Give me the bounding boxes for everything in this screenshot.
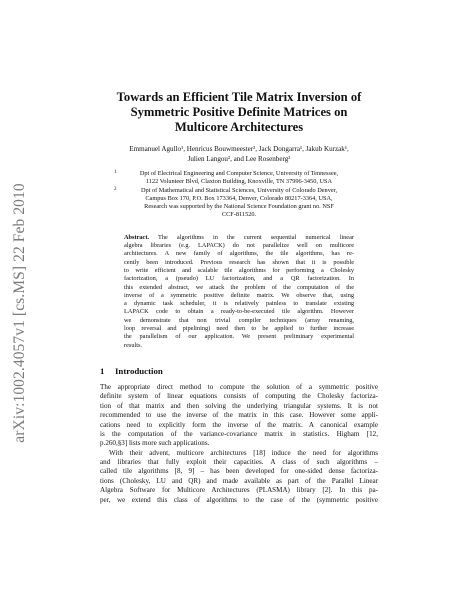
affiliation-mark: 2 (114, 186, 117, 192)
body-line: and libraries that fully exploit their capacities. A class of such algorithms – (100, 458, 378, 467)
title-line: Multicore Architectures (174, 120, 304, 134)
title-line: Towards an Efficient Tile Matrix Inversion of (116, 90, 362, 104)
author-line: Julien Langou², and Lee Rosenberg² (187, 155, 291, 163)
funding-line: Research was supported by the National Science Foundation grant no. NSF (144, 203, 334, 211)
abstract-line: inverse of a symmetric positive definite matrix. We observe that, using (124, 291, 354, 299)
affiliation-mark: 1 (114, 170, 117, 175)
funding-line: CCF-811520. (221, 211, 257, 219)
body-line: tion of that matrix and then solving the underlying triangular systems. It is not (100, 401, 378, 410)
introduction-body (100, 383, 378, 505)
affiliation-line: Dpt of Electrical Engineering and Computer Science, University of Tennessee, (139, 170, 339, 177)
paper-title (100, 90, 378, 135)
body-line: recommended to use the inverse of the matrix in this case. However some appli- (100, 411, 378, 420)
abstract-line: cently been introduced. Previous research has shown that it is possible (124, 258, 354, 266)
abstract (124, 234, 354, 350)
title-line: Symmetric Positive Definite Matrices on (130, 105, 348, 119)
abstract-line: the parallelism of our application. We present preliminary experimental (124, 333, 354, 341)
body-line: With their advent, multicore architectures [18] induce the need for algorithms (109, 448, 378, 457)
body-line: called tile algorithms [8, 9] – has been developed for one-sided dense factoriza- (100, 467, 378, 476)
section-title: Introduction (115, 365, 163, 376)
affiliation-line: Campus Box 170, P.O. Box 173364, Denver, Colorado 80217-3364, USA, (145, 194, 333, 202)
funding-note (100, 203, 378, 220)
paper-page (100, 90, 378, 505)
abstract-line: algebra libraries (e.g. LAPACK) do not parallelize well on multicore (124, 242, 354, 250)
body-line: p.260,§3] lists more such applications. (100, 439, 210, 448)
abstract-line: this extended abstract, we attack the problem of the computation of the (124, 283, 354, 291)
abstract-line: we demonstrate that non trivial compiler techniques (array renaming, (124, 316, 354, 324)
abstract-line: architectures. A new family of algorithms, the tile algorithms, has re- (124, 250, 354, 258)
abstract-line: factorization, a (pseudo) LU factorization, and a QR factorization. In (124, 275, 354, 283)
body-line: definite system of linear equations consists of computing the Cholesky factoriza- (100, 392, 378, 401)
arxiv-identifier: arXiv:1002.4057v1 [cs.MS] 22 Feb 2010 (11, 183, 28, 443)
author-line: Emmanuel Agullo¹, Henricus Bouwmeester², Jack Dongarra¹, Jakub Kurzak¹, (129, 145, 349, 153)
arxiv-identifier-sidebar (0, 148, 40, 478)
abstract-line: a dynamic task scheduler, it is relatively painless to translate existing (124, 300, 354, 308)
affiliation-line: Dpt of Mathematical and Statistical Sciences, University of Colorado Denver, (140, 186, 338, 194)
affiliations (100, 170, 378, 220)
abstract-line (124, 234, 354, 242)
body-line: cations need to explicitly form the inverse of the matrix. A canonical example (100, 420, 378, 429)
author-list (100, 144, 378, 164)
abstract-heading: Abstract. (124, 233, 150, 241)
body-line: tions (Cholesky, LU and QR) and made available as part of the Parallel Linear (100, 476, 378, 485)
abstract-line: loop reversal and pipelining) need then to be applied to further increase (124, 325, 354, 333)
abstract-text: The algorithms in the current sequential numerical linear (158, 233, 354, 241)
affiliation-1 (100, 170, 378, 187)
abstract-line: LAPACK code to obtain a ready-to-be-executed tile algorithm. However (124, 308, 354, 316)
section-number: 1 (100, 365, 105, 376)
body-line: Algebra Software for Multicore Architectures (PLASMA) library [2]. In this pa- (100, 486, 378, 495)
affiliation-2 (100, 187, 378, 204)
affiliation-line: 1122 Volunteer Blvd, Claxton Building, Knoxville, TN 37996-3450, USA (145, 178, 333, 186)
abstract-line: results. (124, 341, 143, 349)
body-line: per, we extend this class of algorithms to the case of the (symmetric positive (100, 495, 378, 504)
section-heading (100, 366, 378, 377)
body-line: is the computation of the variance-covariance matrix in statistics. Higham [12, (100, 429, 378, 438)
abstract-line: to write efficient and scalable tile algorithms for performing a Cholesky (124, 266, 354, 274)
body-line: The appropriate direct method to compute the solution of a symmetric positive (100, 382, 378, 391)
